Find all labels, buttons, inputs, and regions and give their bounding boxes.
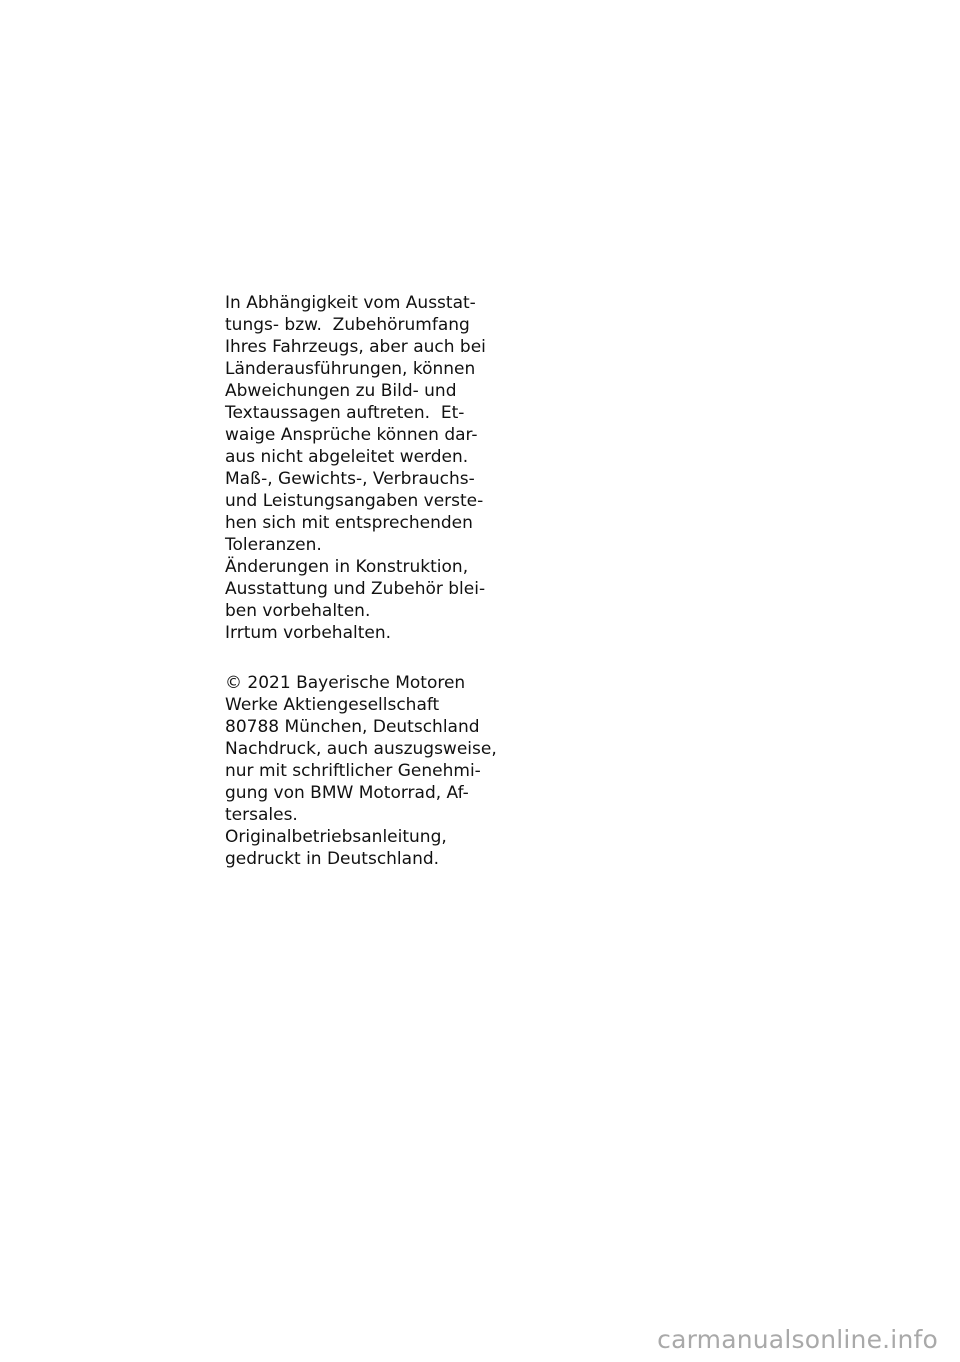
disclaimer-line: Maß-, Gewichts-, Verbrauchs- xyxy=(225,469,475,489)
copyright-line: © 2021 Bayerische Motoren xyxy=(225,673,466,693)
copyright-line: gedruckt in Deutschland. xyxy=(225,849,440,869)
disclaimer-line: Länderausführungen, können xyxy=(225,359,476,379)
disclaimer-line: Änderungen in Konstruktion, xyxy=(225,557,469,577)
copyright-line: Originalbetriebsanleitung, xyxy=(225,827,447,847)
disclaimer-line: Ihres Fahrzeugs, aber auch bei xyxy=(225,337,486,357)
disclaimer-line: waige Ansprüche können dar- xyxy=(225,425,478,445)
disclaimer-line: Abweichungen zu Bild- und xyxy=(225,381,457,401)
copyright-line: Werke Aktiengesellschaft xyxy=(225,695,440,715)
disclaimer-line: hen sich mit entsprechenden xyxy=(225,513,473,533)
copyright-line: gung von BMW Motorrad, Af- xyxy=(225,783,469,803)
disclaimer-line: In Abhängigkeit vom Ausstat- xyxy=(225,293,476,313)
copyright-line: tersales. xyxy=(225,805,298,825)
disclaimer-line: aus nicht abgeleitet werden. xyxy=(225,447,469,467)
disclaimer-line: Ausstattung und Zubehör blei- xyxy=(225,579,486,599)
copyright-line: Nachdruck, auch auszugsweise, xyxy=(225,739,497,759)
disclaimer-line: tungs- bzw. Zubehörumfang xyxy=(225,315,470,335)
disclaimer-line: ben vorbehalten. xyxy=(225,601,371,621)
copyright-line: nur mit schriftlicher Genehmi- xyxy=(225,761,481,781)
disclaimer-line: Toleranzen. xyxy=(225,535,322,555)
disclaimer-line: Textaussagen auftreten. Et- xyxy=(225,403,465,423)
disclaimer-paragraph xyxy=(225,292,525,644)
copyright-paragraph xyxy=(225,672,525,870)
disclaimer-line: und Leistungsangaben verste- xyxy=(225,491,484,511)
watermark-text: carmanualsonline.info xyxy=(657,1325,938,1354)
disclaimer-line: Irrtum vorbehalten. xyxy=(225,623,392,643)
copyright-line: 80788 München, Deutschland xyxy=(225,717,480,737)
